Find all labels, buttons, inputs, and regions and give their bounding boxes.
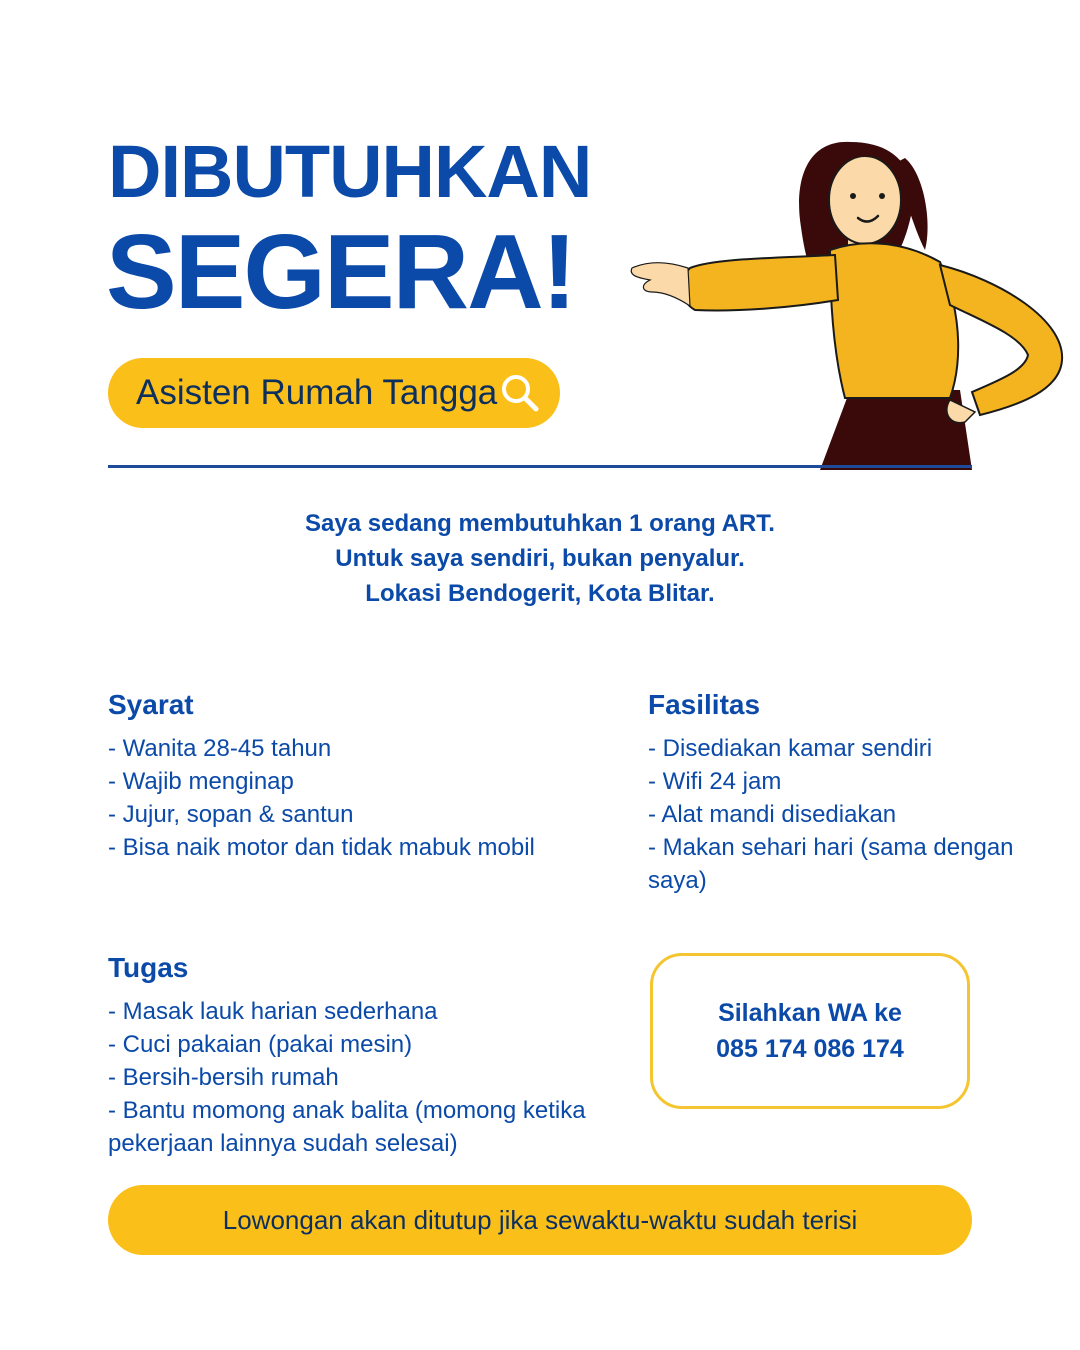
tugas-section xyxy=(108,951,638,1160)
position-pill xyxy=(108,358,560,428)
intro-line: Saya sedang membutuhkan 1 orang ART. xyxy=(305,510,775,537)
divider-line xyxy=(108,465,972,468)
tugas-list xyxy=(108,995,638,1160)
footer-text: Lowongan akan ditutup jika sewaktu-waktu sudah terisi xyxy=(222,1204,858,1235)
list-item: - Wajib menginap xyxy=(108,768,294,795)
fasilitas-section xyxy=(648,688,1058,897)
intro-line: Untuk saya sendiri, bukan penyalur. xyxy=(335,545,745,572)
syarat-list xyxy=(108,732,628,864)
search-icon xyxy=(498,371,542,415)
syarat-section xyxy=(108,688,628,864)
list-item: - Wifi 24 jam xyxy=(648,768,782,795)
fasilitas-list xyxy=(648,732,1058,897)
position-label: Asisten Rumah Tangga xyxy=(136,373,498,412)
headline-line2: SEGERA! xyxy=(106,213,575,331)
list-item: - Bersih-bersih rumah xyxy=(108,1064,339,1091)
contact-phone[interactable]: 085 174 086 174 xyxy=(716,1035,904,1063)
list-item: - Makan sehari hari (sama dengan saya) xyxy=(648,834,1014,894)
contact-label: Silahkan WA ke xyxy=(718,999,902,1027)
woman-pointing-illustration xyxy=(620,130,1080,470)
headline-line1: DIBUTUHKAN xyxy=(108,130,592,213)
tugas-title: Tugas xyxy=(108,952,189,983)
list-item: - Bantu momong anak balita (momong ketika pekerjaan lainnya sudah selesai) xyxy=(108,1097,586,1157)
list-item: - Jujur, sopan & santun xyxy=(108,801,354,828)
intro-text xyxy=(0,506,1080,611)
intro-line: Lokasi Bendogerit, Kota Blitar. xyxy=(365,580,715,607)
syarat-title: Syarat xyxy=(108,689,194,720)
fasilitas-title: Fasilitas xyxy=(648,689,761,720)
list-item: - Alat mandi disediakan xyxy=(648,801,897,828)
list-item: - Wanita 28-45 tahun xyxy=(108,735,332,762)
contact-box xyxy=(650,953,970,1109)
list-item: - Bisa naik motor dan tidak mabuk mobil xyxy=(108,834,535,861)
footer-banner xyxy=(108,1185,972,1255)
list-item: - Cuci pakaian (pakai mesin) xyxy=(108,1031,413,1058)
list-item: - Disediakan kamar sendiri xyxy=(648,735,933,762)
list-item: - Masak lauk harian sederhana xyxy=(108,998,438,1025)
